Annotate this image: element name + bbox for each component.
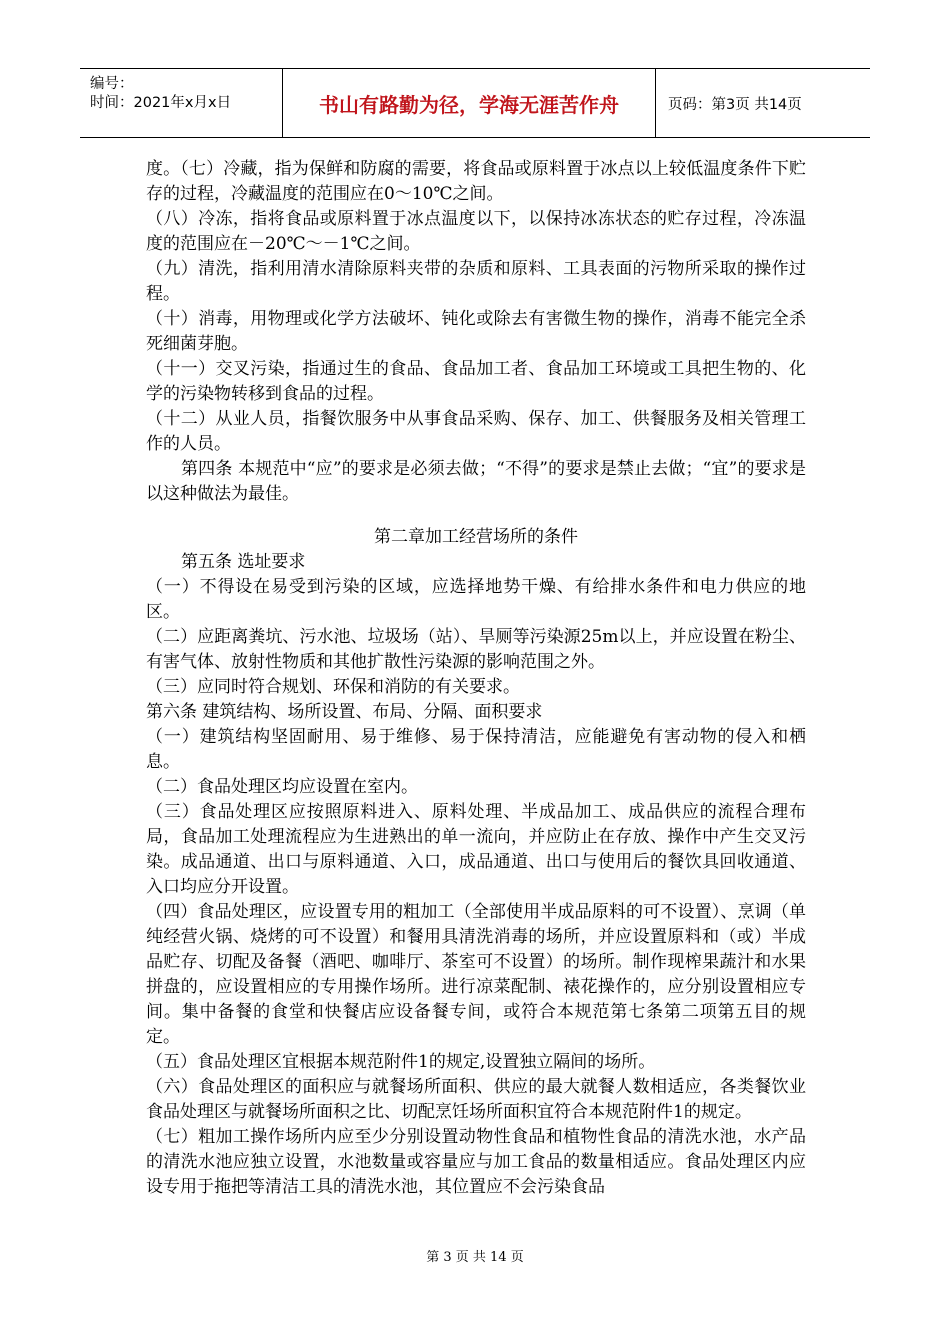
- article-5-title: 第五条 选址要求: [181, 552, 306, 572]
- article-6-item: （一）建筑结构坚固耐用、易于维修、易于保持清洁，应能避免有害动物的侵入和栖息。: [146, 727, 806, 772]
- article-6-item: （三）食品处理区应按照原料进入、原料处理、半成品加工、成品供应的流程合理布局，食品加工处理流程应为生进熟出的单一流向，并应防止在存放、操作中产生交叉污染。成品通道、出口与原料通道、入口，成品通道、出口与使用后的餐饮具回收通道、入口均应分开设置。: [146, 802, 806, 897]
- paragraph-disinfection: （十）消毒，用物理或化学方法破坏、钝化或除去有害微生物的操作，消毒不能完全杀死细菌芽胞。: [146, 309, 806, 354]
- document-time-label: 时间：2021年x月x日: [90, 95, 232, 111]
- chapter-title: 第二章加工经营场所的条件: [374, 527, 578, 547]
- article-5-item: （二）应距离粪坑、污水池、垃圾场（站）、旱厕等污染源25m以上，并应设置在粉尘、有害气体、放射性物质和其他扩散性污染源的影响范围之外。: [146, 627, 806, 672]
- page-footer: 第 3 页 共 14 页: [426, 1250, 524, 1265]
- paragraph-freezing: （八）冷冻，指将食品或原料置于冰点温度以下，以保持冰冻状态的贮存过程，冷冻温度的范围应在－20℃～－1℃之间。: [146, 209, 806, 254]
- article-6-item: （七）粗加工操作场所内应至少分别设置动物性食品和植物性食品的清洗水池，水产品的清洗水池应独立设置，水池数量或容量应与加工食品的数量相适应。食品处理区内应设专用于拖把等清洁工具的清洗水池，其位置应不会污染食品: [146, 1127, 806, 1197]
- article-6-item: （二）食品处理区均应设置在室内。: [146, 777, 418, 797]
- header-table: [80, 68, 870, 138]
- document-body: [146, 157, 806, 1200]
- paragraph-cleaning: （九）清洗，指利用清水清除原料夹带的杂质和原料、工具表面的污物所采取的操作过程。: [146, 259, 806, 304]
- article-6-item: （五）食品处理区宜根据本规范附件1的规定,设置独立隔间的场所。: [146, 1052, 656, 1072]
- article-6-item: （四）食品处理区，应设置专用的粗加工（全部使用半成品原料的可不设置）、烹调（单纯经营火锅、烧烤的可不设置）和餐用具清洗消毒的场所，并应设置原料和（或）半成品贮存、切配及备餐（酒吧、咖啡厅、茶室可不设置）的场所。制作现榨果蔬汁和水果拼盘的，应设置相应的专用操作场所。进行凉菜配制、裱花操作的，应分别设置相应专间。集中备餐的食堂和快餐店应设备餐专间，或符合本规范第七条第二项第五目的规定。: [146, 902, 806, 1047]
- article-6-title: 第六条 建筑结构、场所设置、布局、分隔、面积要求: [146, 702, 543, 722]
- article-4: 第四条 本规范中“应”的要求是必须去做；“不得”的要求是禁止去做；“宜”的要求是以这种做法为最佳。: [146, 459, 806, 504]
- paragraph-staff: （十二）从业人员，指餐饮服务中从事食品采购、保存、加工、供餐服务及相关管理工作的人员。: [146, 409, 806, 454]
- header-motto: 书山有路勤为径，学海无涯苦作舟: [283, 69, 656, 137]
- paragraph-cold-storage: 度。（七）冷藏，指为保鲜和防腐的需要，将食品或原料置于冰点以上较低温度条件下贮存的过程，冷藏温度的范围应在0～10℃之间。: [146, 159, 806, 204]
- header-meta-cell: [80, 69, 283, 137]
- article-5-item: （三）应同时符合规划、环保和消防的有关要求。: [146, 677, 520, 697]
- document-number-label: 编号：: [90, 76, 134, 92]
- paragraph-cross-contamination: （十一）交叉污染，指通过生的食品、食品加工者、食品加工环境或工具把生物的、化学的污染物转移到食品的过程。: [146, 359, 806, 404]
- header-page-info: 页码：第3页 共14页: [668, 96, 802, 113]
- article-6-item: （六）食品处理区的面积应与就餐场所面积、供应的最大就餐人数相适应，各类餐饮业食品处理区与就餐场所面积之比、切配烹饪场所面积宜符合本规范附件1的规定。: [146, 1077, 806, 1122]
- article-5-item: （一）不得设在易受到污染的区域，应选择地势干燥、有给排水条件和电力供应的地区。: [146, 577, 806, 622]
